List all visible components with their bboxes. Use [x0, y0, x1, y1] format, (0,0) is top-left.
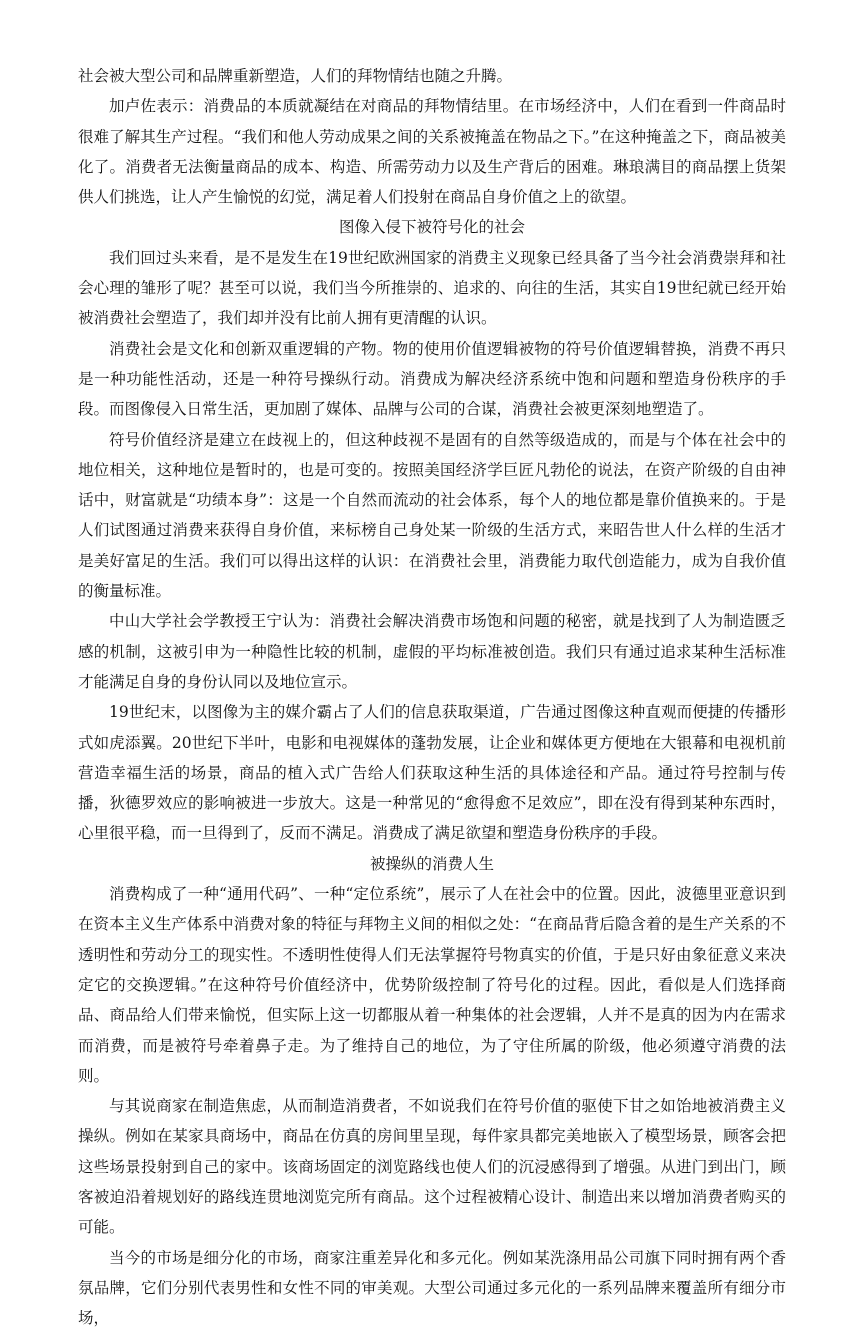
article-body	[78, 61, 786, 1333]
paragraph: 与其说商家在制造焦虑，从而制造消费者，不如说我们在符号价值的驱使下甘之如饴地被消费主义操纵。例如在某家具商场中，商品在仿真的房间里呈现，每件家具都完美地嵌入了模型场景，顾客会把这些场景投射到自己的家中。该商场固定的浏览路线也使人们的沉浸感得到了增强。从进门到出门，顾客被迫沿着规划好的路线连贯地浏览完所有商品。这个过程被精心设计、制造出来以增加消费者购买的可能。	[78, 1097, 786, 1237]
paragraph: 19世纪末，以图像为主的媒介霸占了人们的信息获取渠道，广告通过图像这种直观而便捷的传播形式如虎添翼。20世纪下半叶，电影和电视媒体的蓬勃发展，让企业和媒体更方便地在大银幕和电视机前营造幸福生活的场景，商品的植入式广告给人们获取这种生活的具体途径和产品。通过符号控制与传播，狄德罗效应的影响被进一步放大。这是一种常见的“愈得愈不足效应”，即在没有得到某种东西时，心里很平稳，而一旦得到了，反而不满足。消费成了满足欲望和塑造身份秩序的手段。	[78, 703, 786, 843]
section-heading: 被操纵的消费人生	[369, 854, 494, 873]
paragraph: 消费社会是文化和创新双重逻辑的产物。物的使用价值逻辑被物的符号价值逻辑替换，消费不再只是一种功能性活动，还是一种符号操纵行动。消费成为解决经济系统中饱和问题和塑造身份秩序的手段。而图像侵入日常生活，更加剧了媒体、品牌与公司的合谋，消费社会被更深刻地塑造了。	[78, 339, 786, 419]
paragraph: 当今的市场是细分化的市场，商家注重差异化和多元化。例如某洗涤用品公司旗下同时拥有两个香氛品牌，它们分别代表男性和女性不同的审美观。大型公司通过多元化的一系列品牌来覆盖所有细分市场，	[78, 1248, 786, 1328]
paragraph: 社会被大型公司和品牌重新塑造，人们的拜物情结也随之升腾。	[78, 67, 513, 85]
paragraph: 加卢佐表示：消费品的本质就凝结在对商品的拜物情结里。在市场经济中，人们在看到一件商品时很难了解其生产过程。“我们和他人劳动成果之间的关系被掩盖在物品之下。”在这种掩盖之下，商品被美化了。消费者无法衡量商品的成本、构造、所需劳动力以及生产背后的困难。琳琅满目的商品摆上货架供人们挑选，让人产生愉悦的幻觉，满足着人们投射在商品自身价值之上的欲望。	[78, 97, 786, 207]
paragraph: 中山大学社会学教授王宁认为：消费社会解决消费市场饱和问题的秘密，就是找到了人为制造匮乏感的机制，这被引申为一种隐性比较的机制，虚假的平均标准被创造。我们只有通过追求某种生活标准才能满足自身的身份认同以及地位宣示。	[78, 612, 786, 691]
section-heading: 图像入侵下被符号化的社会	[338, 218, 525, 237]
paragraph: 消费构成了一种“通用代码”、一种“定位系统”，展示了人在社会中的位置。因此，波德里亚意识到在资本主义生产体系中消费对象的特征与拜物主义间的相似之处：“在商品背后隐含着的是生产关系的不透明性和劳动分工的现实性。不透明性使得人们无法掌握符号物真实的价值，于是只好由象征意义来决定它的交换逻辑。”在这种符号价值经济中，优势阶级控制了符号化的过程。因此，看似是人们选择商品、商品给人们带来愉悦，但实际上这一切都服从着一种集体的社会逻辑，人并不是真的因为内在需求而消费，而是被符号牵着鼻子走。为了维持自己的地位，为了守住所属的阶级，他必须遵守消费的法则。	[78, 885, 786, 1085]
paragraph: 符号价值经济是建立在歧视上的，但这种歧视不是固有的自然等级造成的，而是与个体在社会中的地位相关，这种地位是暂时的，也是可变的。按照美国经济学巨匠凡勃伦的说法，在资产阶级的自由神话中，财富就是“功绩本身”：这是一个自然而流动的社会体系，每个人的地位都是靠价值换来的。于是人们试图通过消费来获得自身价值，来标榜自己身处某一阶级的生活方式，来昭告世人什么样的生活才是美好富足的生活。我们可以得出这样的认识：在消费社会里，消费能力取代创造能力，成为自我价值的衡量标准。	[78, 430, 786, 601]
paragraph: 我们回过头来看，是不是发生在19世纪欧洲国家的消费主义现象已经具备了当今社会消费崇拜和社会心理的雏形了呢？甚至可以说，我们当今所推崇的、追求的、向往的生活，其实自19世纪就已经开始被消费社会塑造了，我们却并没有比前人拥有更清醒的认识。	[78, 248, 786, 328]
